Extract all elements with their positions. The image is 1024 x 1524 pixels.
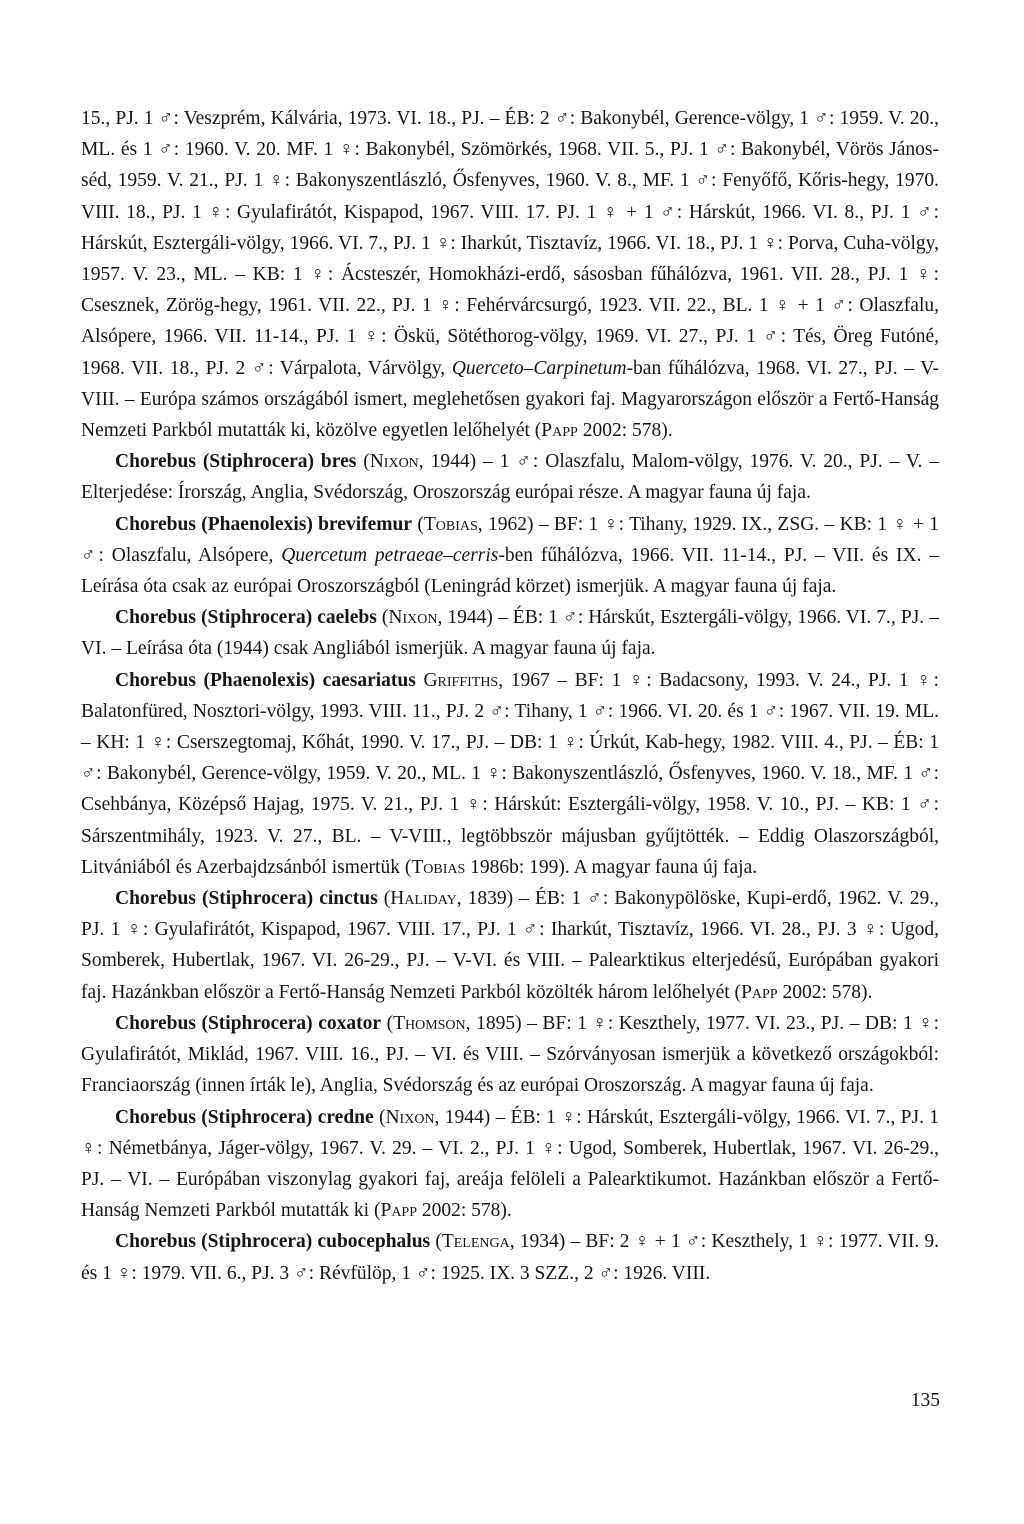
author-name: Nixon <box>369 451 419 473</box>
entry-text: , 1934) – BF: 2 ♀ + 1 ♂: Keszthely, 1 ♀: 1977. VII. 9. és 1 ♀: 1979. VII. 6., PJ. 3 ♂: Révfülöp, 1 ♂: 1925. IX. 3 SZZ., 2 ♂: 1926. VIII. <box>81 1231 939 1284</box>
species-entry <box>81 1102 939 1227</box>
entry-text: 2002: 578). <box>577 420 673 442</box>
species-entry <box>81 883 939 1008</box>
species-name: Chorebus (Phaenolexis) caesariatus <box>115 669 416 691</box>
habitat-term: Quercetum petraeae–cerris <box>281 544 499 566</box>
author-name: Nixon <box>385 1106 435 1128</box>
species-name: Chorebus (Stiphrocera) coxator <box>115 1012 382 1034</box>
species-entry <box>81 1008 939 1102</box>
species-entry <box>81 665 939 883</box>
entry-text: ( <box>356 451 370 473</box>
species-entry <box>81 602 939 664</box>
author-name: Tobias <box>411 856 466 878</box>
entry-text: , 1944) – ÉB: 1 ♀: Hárskút, Esztergáli-völgy, 1966. VI. 7., PJ. 1 ♀: Németbánya, Jáger-völgy, 1967. V. 29. – VI. 2., PJ. 1 ♀: Ugod, Somberek, Hubertlak, 1967. VI. 26-29., PJ. – VI. – Európában viszonylag gyakori faj, areája felöleli a Palearktikumot. Hazánkban először a Fertő-Hanság Nemzeti Parkból mutatták ki ( <box>81 1106 940 1222</box>
entry-text: ( <box>381 1012 394 1034</box>
author-name: Papp <box>380 1200 417 1222</box>
entry-text: ( <box>377 888 391 910</box>
species-entry <box>81 446 939 508</box>
entry-text: , 1944) – 1 ♂: Olaszfalu, Malom-völgy, 1976. V. 20., PJ. – V. – Elterjedése: Írország, Anglia, Svédország, Oroszország európai része. A magyar fauna új faja. <box>81 451 939 504</box>
author-name: Griffiths <box>423 669 499 691</box>
species-entry <box>81 509 939 603</box>
entry-text: , 1967 – BF: 1 ♀: Badacsony, 1993. V. 24., PJ. 1 ♀: Balatonfüred, Nosztori-völgy, 1993. VIII. 11., PJ. 2 ♂: Tihany, 1 ♂: 1966. VI. 20. és 1 ♂: 1967. VII. 19. ML. – KH: 1 ♀: Cserszegtomaj, Kőhát, 1990. V. 17., PJ. – DB: 1 ♀: Úrkút, Kab-hegy, 1982. VIII. 4., PJ. – ÉB: 1 ♂: Bakonybél, Gerence-völgy, 1959. V. 20., ML. 1 ♀: Bakonyszentlászló, Ősfenyves, 1960. V. 18., MF. 1 ♂: Csehbánya, Középső Hajag, 1975. V. 21., PJ. 1 ♀: Hárskút: Esztergáli-völgy, 1958. V. 10., PJ. – KB: 1 ♂: Sárszentmihály, 1923. V. 27., BL. – V-VIII., legtöbbször májusban gyűjtötték. – Eddig Olaszországból, Litvániából és Azerbajdzsánból ismertük ( <box>81 669 940 878</box>
entry-text: , 1962) – BF: 1 ♀: Tihany, 1929. IX., ZSG. – KB: 1 ♀ + 1 ♂: Olaszfalu, Alsópere, <box>81 513 939 566</box>
entry-text: 1986b: 199). A magyar fauna új faja. <box>465 856 758 878</box>
species-entry <box>81 1226 939 1288</box>
entry-text: ( <box>376 607 389 629</box>
species-name: Chorebus (Stiphrocera) cinctus <box>115 888 378 910</box>
species-name: Chorebus (Stiphrocera) credne <box>115 1106 374 1128</box>
entry-text: -ban fűhálózva, 1968. VI. 27., PJ. – V-VIII. – Európa számos országából ismert, meglehetősen gyakori faj. Magyarországon először a Fertő-Hanság Nemzeti Parkból mutatták ki, közölve egyetlen lelőhelyét ( <box>81 357 939 442</box>
entry-text: 15., PJ. 1 ♂: Veszprém, Kálvária, 1973. VI. 18., PJ. – ÉB: 2 ♂: Bakonybél, Gerence-völgy, 1 ♂: 1959. V. 20., ML. és 1 ♂: 1960. V. 20. MF. 1 ♀: Bakonybél, Szömörkés, 1968. VII. 5., PJ. 1 ♂: Bakonybél, Vörös János-séd, 1959. V. 21., PJ. 1 ♀: Bakonyszentlászló, Ősfenyves, 1960. V. 8., MF. 1 ♂: Fenyőfő, Kőris-hegy, 1970. VIII. 18., PJ. 1 ♀: Gyulafirátót, Kispapod, 1967. VIII. 17. PJ. 1 ♀ + 1 ♂: Hárskút, 1966. VI. 8., PJ. 1 ♂: Hárskút, Esztergáli-völgy, 1966. VI. 7., PJ. 1 ♀: Iharkút, Tisztavíz, 1966. VI. 18., PJ. 1 ♀: Porva, Cuha-völgy, 1957. V. 23., ML. – KB: 1 ♀: Ácsteszér, Homokházi-erdő, sásosban fűhálózva, 1961. VII. 28., PJ. 1 ♀: Csesznek, Zörög-hegy, 1961. VII. 22., PJ. 1 ♀: Fehérvárcsurgó, 1923. VII. 22., BL. 1 ♀ + 1 ♂: Olaszfalu, Alsópere, 1966. VII. 11-14., PJ. 1 ♀: Öskü, Sötéthorog-völgy, 1969. VI. 27., PJ. 1 ♂: Tés, Öreg Futóné, 1968. VII. 18., PJ. 2 ♂: Várpalota, Várvölgy, <box>81 108 939 379</box>
entry-text: , 1895) – BF: 1 ♀: Keszthely, 1977. VI. 23., PJ. – DB: 1 ♀: Gyulafirátót, Miklád, 1967. VIII. 16., PJ. – VI. és VIII. – Szórványosan ismerjük a következő országokból: Franciaország (innen írták le), Anglia, Svédország és az európai Oroszország. A magyar fauna új faja. <box>81 1012 939 1097</box>
author-name: Thomson <box>393 1012 466 1034</box>
entry-text: ( <box>430 1231 442 1253</box>
author-name: Papp <box>541 420 578 442</box>
page-number: 135 <box>910 1390 940 1411</box>
author-name: Papp <box>741 981 778 1003</box>
species-name: Chorebus (Stiphrocera) cubocephalus <box>115 1231 431 1253</box>
author-name: Haliday <box>390 888 457 910</box>
entry-text: -ben fűhálózva, 1966. VII. 11-14., PJ. – VII. és IX. – Leírása óta csak az európai Oroszországból (Leningrád körzet) ismerjük. A magyar fauna új faja. <box>81 544 940 598</box>
entry-text: ( <box>412 513 424 535</box>
continued-paragraph <box>81 103 939 446</box>
entry-text: , 1839) – ÉB: 1 ♂: Bakonypölöske, Kupi-erdő, 1962. V. 29., PJ. 1 ♀: Gyulafirátót, Kispapod, 1967. VIII. 17., PJ. 1 ♂: Iharkút, Tisztavíz, 1966. VI. 28., PJ. 3 ♀: Ugod, Somberek, Hubertlak, 1967. VI. 26-29., PJ. – V-VI. és VIII. – Palearktikus elterjedésű, Európában gyakori faj. Hazánkban először a Fertő-Hanság Nemzeti Parkból közölték három lelőhelyét ( <box>81 888 939 1003</box>
species-name: Chorebus (Stiphrocera) caelebs <box>115 607 377 629</box>
species-name: Chorebus (Stiphrocera) bres <box>115 451 357 473</box>
author-name: Nixon <box>388 607 438 629</box>
entry-text: , 1944) – ÉB: 1 ♂: Hárskút, Esztergáli-völgy, 1966. VI. 7., PJ. – VI. – Leírása óta (1944) csak Angliából ismerjük. A magyar fauna új faja. <box>81 607 939 660</box>
habitat-term: Querceto–Carpinetum <box>451 357 627 379</box>
author-name: Telenga <box>441 1231 510 1253</box>
entry-text: 2002: 578). <box>777 981 873 1003</box>
page-body <box>81 103 939 1289</box>
species-name: Chorebus (Phaenolexis) brevifemur <box>115 513 413 535</box>
entry-text: ( <box>373 1106 386 1128</box>
author-name: Tobias <box>423 513 478 535</box>
entry-text: 2002: 578). <box>417 1200 512 1222</box>
